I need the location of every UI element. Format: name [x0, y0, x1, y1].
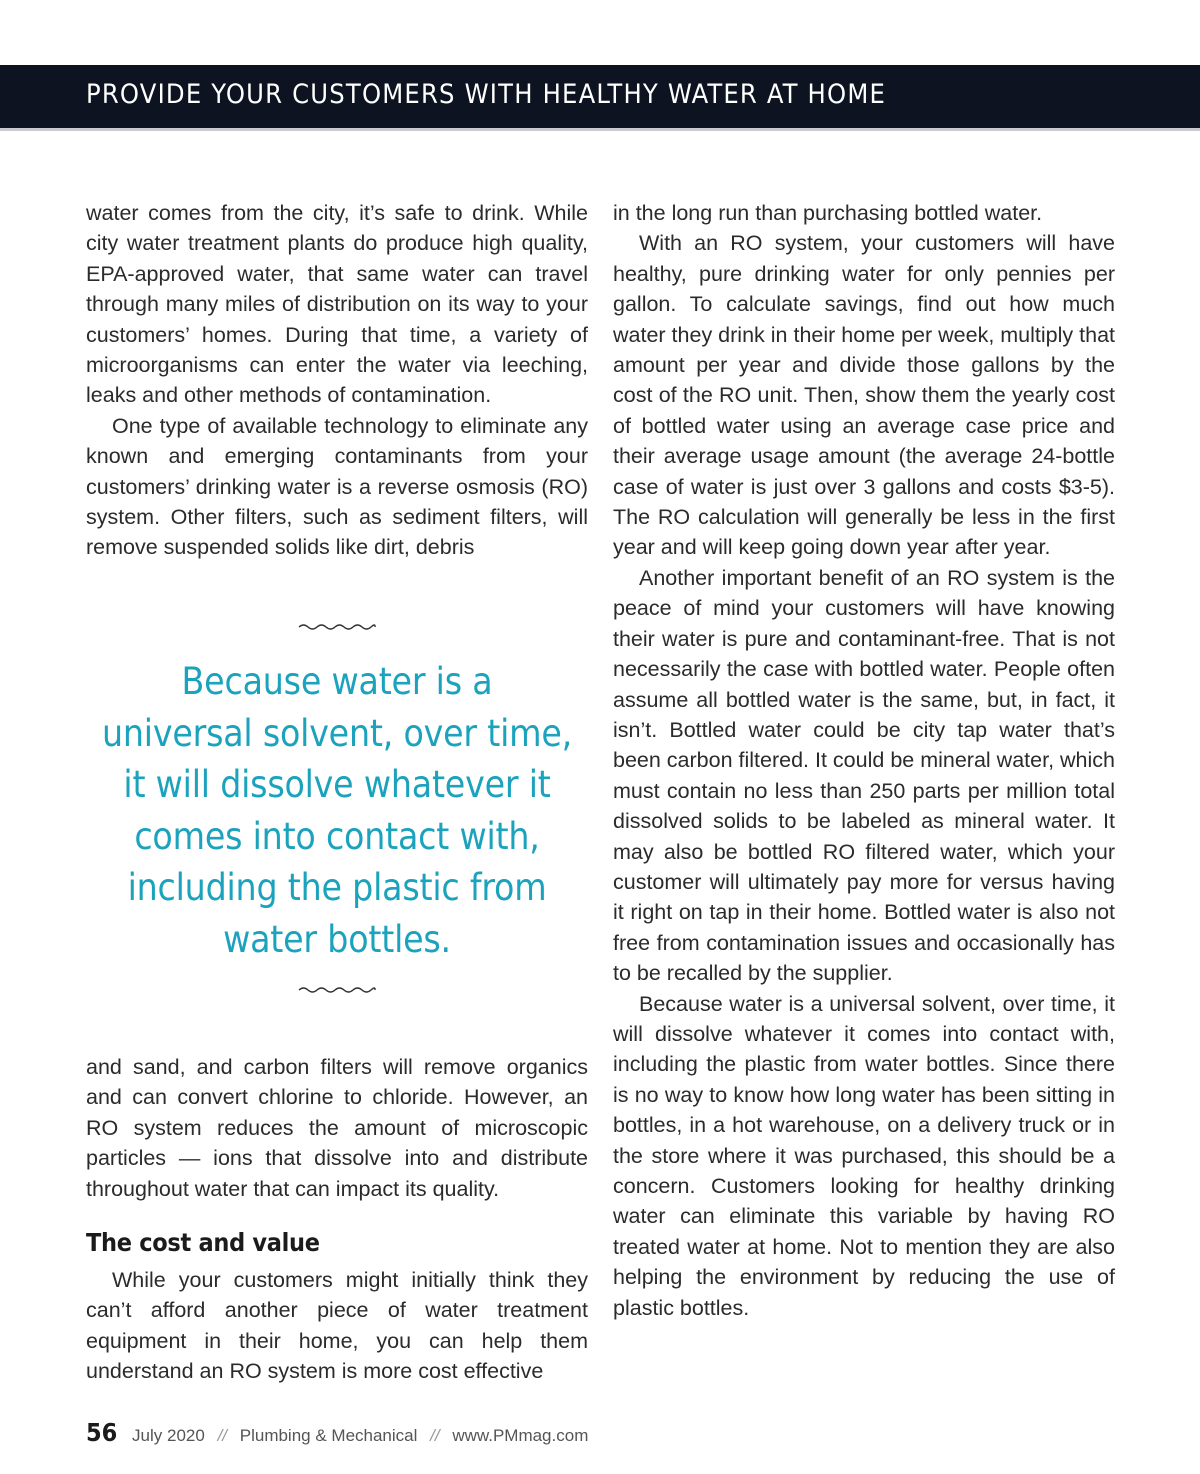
paragraph: and sand, and carbon filters will remove organics and can convert chlorine to chloride. However, an RO system reduces the amount of microscopic particles — ions that dissolve into and distribute throughout water that can impact its quality.	[86, 1055, 588, 1201]
divider-squiggle-bottom	[298, 985, 376, 995]
paragraph: With an RO system, your customers will have healthy, pure drinking water for only pennies per gallon. To calculate savings, find out how much water they drink in their home per week, multiply that amount per year and divide those gallons by the cost of the RO unit. Then, show them the yearly cost of bottled water using an average case price and their average usage amount (the average 24-bottle case of water is just over 3 gallons and costs $3-5). The RO calculation will generally be less in the first year and will keep going down year after year.	[613, 231, 1115, 560]
page-number: 56	[86, 1418, 118, 1447]
pull-quote-line: including the plastic from	[127, 866, 547, 909]
paragraph: water comes from the city, it’s safe to drink. While city water treatment plants do produce high quality, EPA-approved water, that same water can travel through many miles of distribution on its way to your customers’ homes. During that time, a variety of microorganisms can enter the water via leeching, leaks and other methods of contamination.	[86, 201, 588, 408]
pull-quote-line: it will dissolve whatever it	[123, 763, 551, 806]
pull-quote	[86, 656, 588, 965]
paragraph: While your customers might initially think they can’t afford another piece of water treatment equipment in their home, you can help them understand an RO system is more cost effective	[86, 1268, 588, 1384]
publication-name: Plumbing & Mechanical	[239, 1426, 418, 1445]
article-column-left-top	[86, 198, 588, 563]
issue-date: July 2020	[132, 1426, 205, 1445]
article-column-right	[613, 198, 1115, 1323]
pull-quote-line: Because water is a	[181, 660, 493, 703]
pull-quote-line: comes into contact with,	[134, 814, 540, 858]
divider-squiggle-top	[298, 622, 376, 632]
paragraph: Another important benefit of an RO system is the peace of mind your customers will have knowing their water is pure and contaminant-free. That is not necessarily the case with bottled water. People often assume all bottled water is the same, but, in fact, it isn’t. Bottled water could be city tap water that’s been carbon filtered. It could be mineral water, which must contain no less than 250 parts per million total dissolved solids to be labeled as mineral water. It may also be bottled RO filtered water, which your customer will ultimately pay more for versus having it right on tap in their home. Bottled water is also not free from contamination issues and occasionally has to be recalled by the supplier.	[613, 565, 1115, 986]
article-column-left-cost	[86, 1265, 588, 1387]
page-footer	[86, 1418, 588, 1447]
article-column-left-bottom	[86, 1052, 588, 1204]
paragraph: in the long run than purchasing bottled water.	[613, 201, 1043, 225]
paragraph: Because water is a universal solvent, over time, it will dissolve whatever it comes into contact with, including the plastic from water bottles. Since there is no way to know how long water has been sitting in bottles, in a hot warehouse, on a delivery truck or in the store where it was purchased, this should be a concern. Customers looking for healthy drinking water can eliminate this variable by having RO treated water at home. Not to mention they are also helping the environment by reducing the use of plastic bottles.	[613, 991, 1115, 1320]
section-title: PROVIDE YOUR CUSTOMERS WITH HEALTHY WATER AT HOME	[86, 79, 887, 110]
footer-separator: //	[430, 1426, 440, 1445]
pull-quote-line: water bottles.	[223, 917, 451, 961]
pull-quote-line: universal solvent, over time,	[101, 711, 573, 755]
section-banner	[0, 65, 1200, 131]
footer-separator: //	[217, 1426, 228, 1445]
paragraph: One type of available technology to eliminate any known and emerging contaminants from your customers’ drinking water is a reverse osmosis (RO) system. Other filters, such as sediment filters, will remove suspended solids like dirt, debris	[86, 413, 588, 560]
section-subheading: The cost and value	[86, 1228, 320, 1257]
website-link[interactable]: www.PMmag.com	[452, 1426, 589, 1445]
